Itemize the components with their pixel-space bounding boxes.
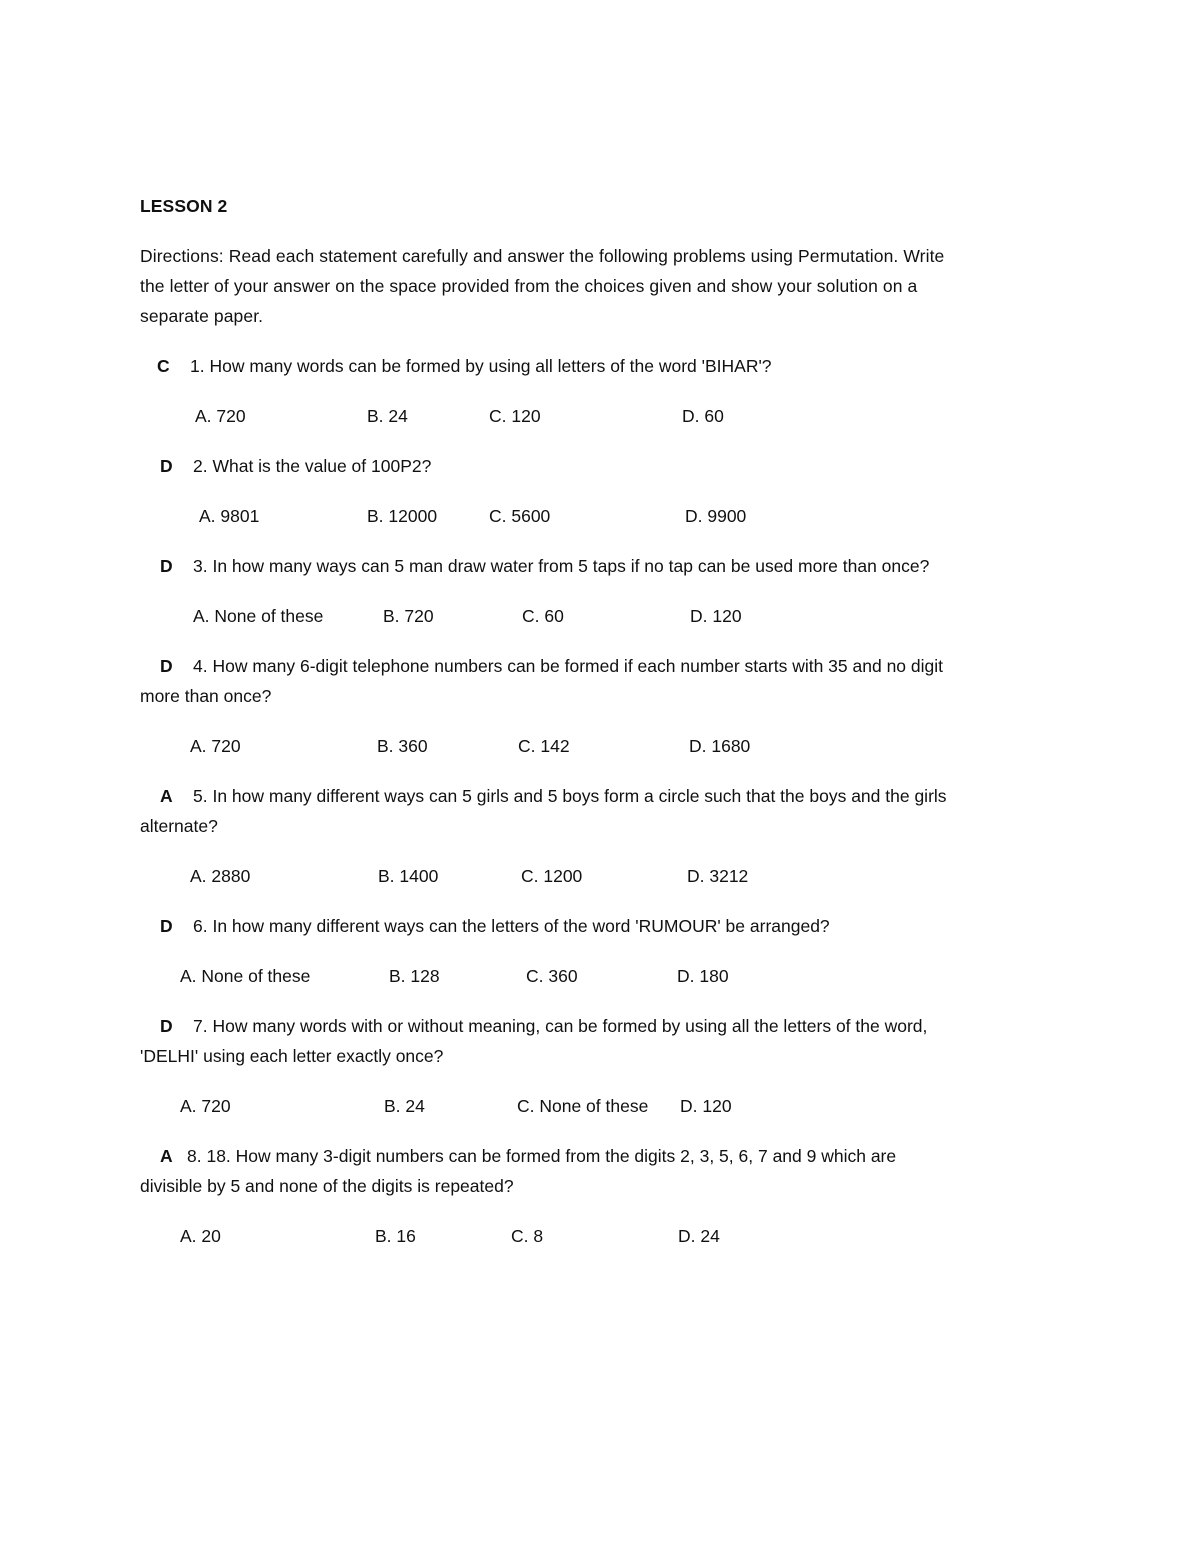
choice-d: D. 120 bbox=[690, 606, 742, 626]
question-text: 6. In how many different ways can the letters of the word 'RUMOUR' be arranged? bbox=[193, 916, 830, 936]
question-text-line-2: more than once? bbox=[140, 686, 272, 706]
choice-a: A. None of these bbox=[193, 606, 324, 626]
choice-d: D. 180 bbox=[677, 966, 729, 986]
question-text-line-2: divisible by 5 and none of the digits is repeated? bbox=[140, 1176, 514, 1196]
choice-b: B. 1400 bbox=[378, 866, 439, 886]
choice-a: A. 2880 bbox=[190, 866, 251, 886]
choice-a: A. None of these bbox=[180, 966, 311, 986]
lesson-title: LESSON 2 bbox=[140, 196, 228, 216]
question-text-line-1: 5. In how many different ways can 5 girls and 5 boys form a circle such that the boys and the girls bbox=[193, 786, 947, 806]
answer-mark: A bbox=[160, 786, 173, 806]
choice-d: D. 120 bbox=[680, 1096, 732, 1116]
question-text: 3. In how many ways can 5 man draw water from 5 taps if no tap can be used more than once? bbox=[193, 556, 930, 576]
choice-b: B. 128 bbox=[389, 966, 440, 986]
answer-mark: D bbox=[160, 556, 173, 576]
directions-line-1: Directions: Read each statement carefully and answer the following problems using Permutation. Write bbox=[140, 246, 945, 266]
choice-c: C. None of these bbox=[517, 1096, 649, 1116]
question-text-line-1: 4. How many 6-digit telephone numbers can be formed if each number starts with 35 and no digit bbox=[193, 656, 943, 676]
choice-b: B. 24 bbox=[384, 1096, 425, 1116]
choice-c: C. 8 bbox=[511, 1226, 544, 1246]
question-text-line-1: 8. 18. How many 3-digit numbers can be formed from the digits 2, 3, 5, 6, 7 and 9 which are bbox=[187, 1146, 897, 1166]
choice-c: C. 60 bbox=[522, 606, 564, 626]
choice-b: B. 360 bbox=[377, 736, 428, 756]
choice-b: B. 24 bbox=[367, 406, 408, 426]
choice-a: A. 720 bbox=[190, 736, 241, 756]
answer-mark: D bbox=[160, 916, 173, 936]
answer-mark: D bbox=[160, 656, 173, 676]
choice-a: A. 20 bbox=[180, 1226, 221, 1246]
directions-line-3: separate paper. bbox=[140, 306, 264, 326]
answer-mark: A bbox=[160, 1146, 173, 1166]
question-text: 1. How many words can be formed by using all letters of the word 'BIHAR'? bbox=[190, 356, 772, 376]
choice-a: A. 720 bbox=[195, 406, 246, 426]
choice-c: C. 5600 bbox=[489, 506, 551, 526]
answer-mark: C bbox=[157, 356, 170, 376]
choice-c: C. 1200 bbox=[521, 866, 583, 886]
question-text: 2. What is the value of 100P2? bbox=[193, 456, 432, 476]
directions-line-2: the letter of your answer on the space provided from the choices given and show your solution on a bbox=[140, 276, 918, 296]
choice-b: B. 720 bbox=[383, 606, 434, 626]
choice-d: D. 9900 bbox=[685, 506, 747, 526]
question-text-line-2: alternate? bbox=[140, 816, 218, 836]
choice-d: D. 24 bbox=[678, 1226, 720, 1246]
answer-mark: D bbox=[160, 1016, 173, 1036]
choice-d: D. 3212 bbox=[687, 866, 749, 886]
choice-c: C. 120 bbox=[489, 406, 541, 426]
question-text-line-1: 7. How many words with or without meaning, can be formed by using all the letters of the word, bbox=[193, 1016, 928, 1036]
choice-b: B. 16 bbox=[375, 1226, 416, 1246]
choice-c: C. 142 bbox=[518, 736, 570, 756]
choice-d: D. 1680 bbox=[689, 736, 751, 756]
choice-a: A. 720 bbox=[180, 1096, 231, 1116]
choice-d: D. 60 bbox=[682, 406, 724, 426]
question-text-line-2: 'DELHI' using each letter exactly once? bbox=[140, 1046, 444, 1066]
choice-c: C. 360 bbox=[526, 966, 578, 986]
answer-mark: D bbox=[160, 456, 173, 476]
choice-b: B. 12000 bbox=[367, 506, 438, 526]
choice-a: A. 9801 bbox=[199, 506, 260, 526]
